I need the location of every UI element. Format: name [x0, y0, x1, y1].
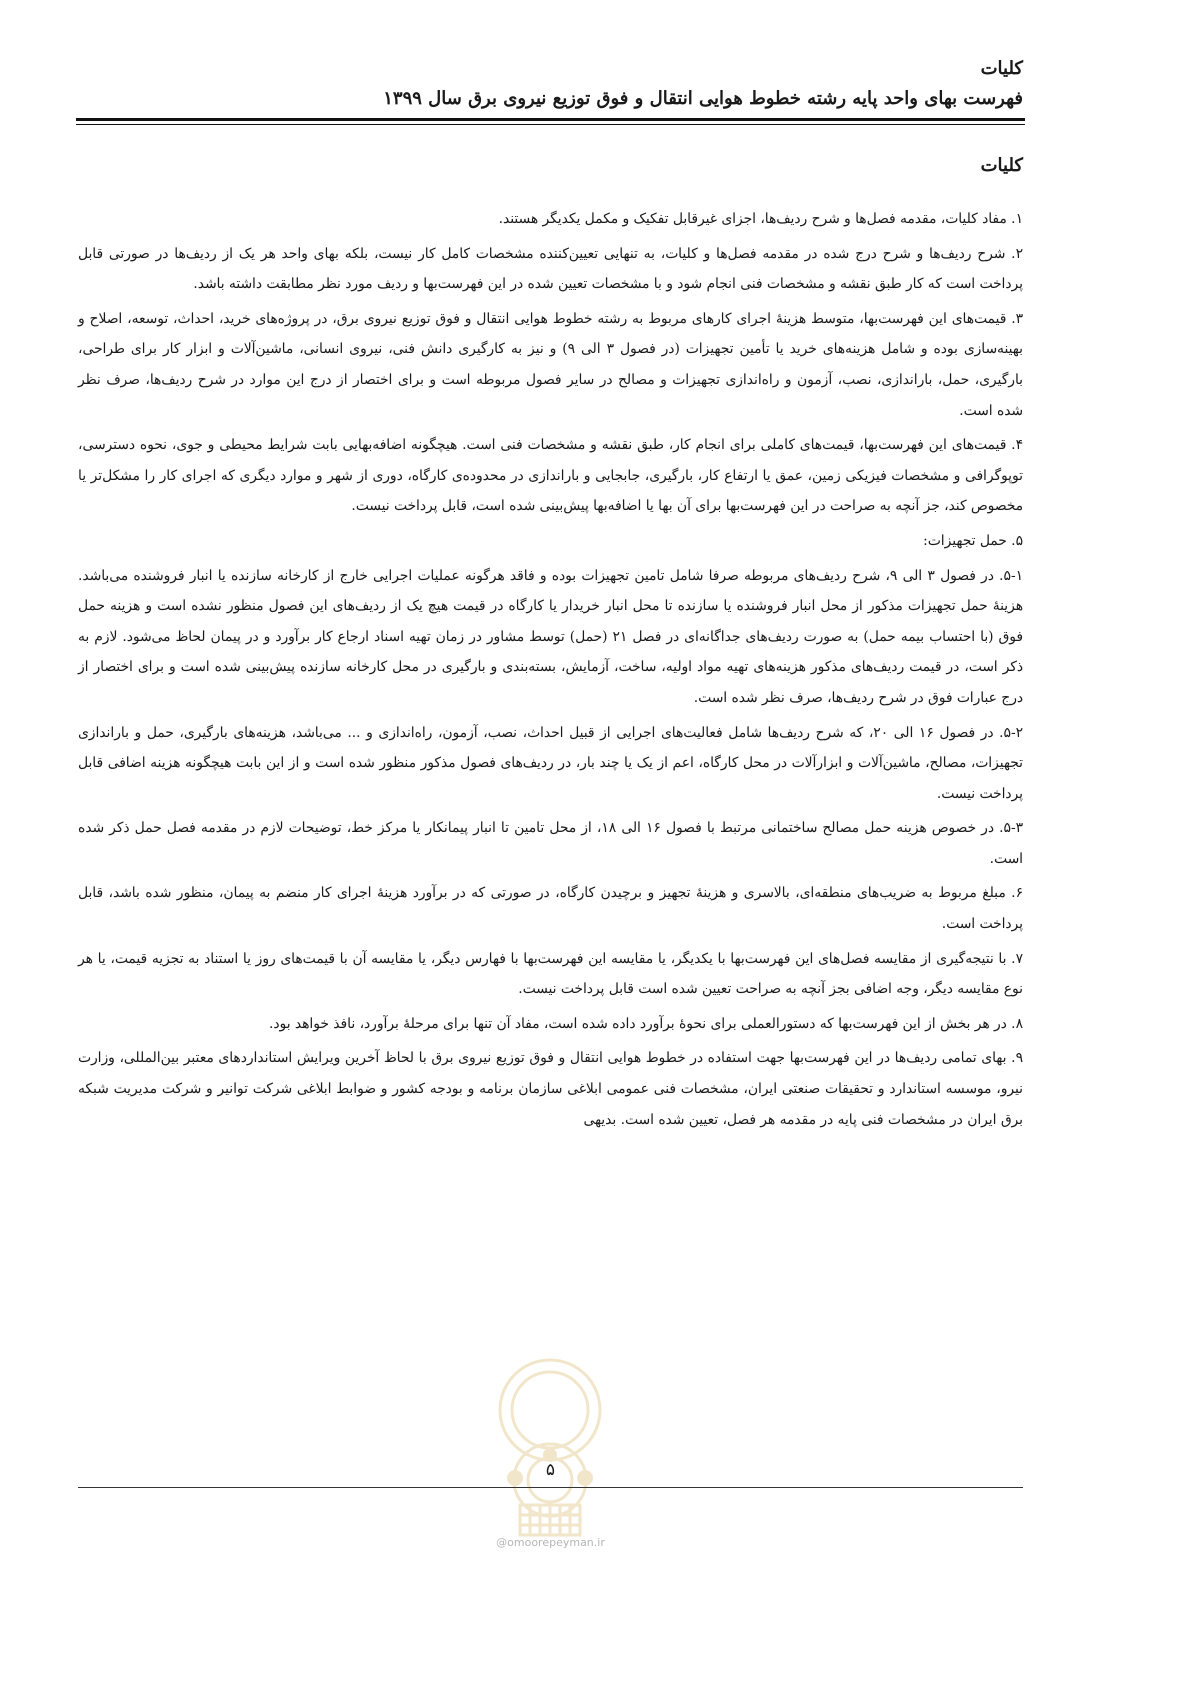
footer-rule: [78, 1487, 1023, 1488]
paragraph-4: ۴. قیمت‌های این فهرست‌بها، قیمت‌های کاملی برای انجام کار، طبق نقشه و مشخصات فنی است. هیچگونه اضافه‌بهایی بابت شرایط محیطی و جوی، نحوه دسترسی، توپوگرافی و مشخصات فیزیکی زمین، عمق یا ارتفاع کار، بارگیری، جابجایی و باراندازی در محدوده‌ی کارگاه، دوری از شهر و موارد دیگری که اجرای کار را مشکل‌تر یا مخصوص کند، جز آنچه به صراحت در این فهرست‌بها برای آن بها یا اضافه‌بها پیش‌بینی شده است، قابل پرداخت نیست.: [78, 437, 1023, 515]
paragraph-5-2: ۵-۲. در فصول ۱۶ الی ۲۰، که شرح ردیف‌ها شامل فعالیت‌های اجرایی از قبیل احداث، نصب، آزمون، راه‌اندازی و ... می‌باشد، هزینه‌های بارگیری، حمل و باراندازی تجهیزات، مصالح، ماشین‌آلات و ابزارآلات در محل کارگاه، اعم از یک یا چند بار، در ردیف‌های فصول مذکور منظور شده است و از این بابت هیچگونه هزینه اضافی قابل پرداخت نیست.: [78, 724, 1024, 802]
header-rule-thick: [76, 118, 1025, 121]
paragraph-5-1: ۵-۱. در فصول ۳ الی ۹، شرح ردیف‌های مربوطه صرفا شامل تامین تجهیزات بوده و فاقد هرگونه عملیات اجرایی خارج از کارخانه سازنده یا انبار فروشنده می‌باشد. هزینهٔ حمل تجهیزات مذکور از محل انبار فروشنده یا سازنده تا محل انبار خریدار یا کارگاه در قیمت هیچ یک از ردیف‌های این فصول منظور نشده است و هزینه حمل فوق (با احتساب بیمه حمل) به صورت ردیف‌های جداگانه‌ای در فصل ۲۱ (حمل) توسط مشاور در زمان تهیه اسناد ارجاع کار برآورد و در پیمان لحاظ می‌شود. لازم به ذکر است، در قیمت ردیف‌های مذکور هزینه‌های تهیه مواد اولیه، ساخت، آزمایش، بسته‌بندی و بارگیری در محل کارخانه سازنده پیش‌بینی شده است و برای اختصار از درج عبارات فوق در شرح ردیف‌ها، صرف نظر شده است.: [78, 567, 1024, 706]
seal-watermark-icon: [470, 1350, 630, 1540]
paragraph-8: ۸. در هر بخش از این فهرست‌بها که دستورالعملی برای نحوهٔ برآورد داده شده است، مفاد آن تنها برای مرحلهٔ برآورد، نافذ خواهد بود.: [269, 1015, 1023, 1032]
paragraph-9: ۹. بهای تمامی ردیف‌ها در این فهرست‌بها جهت استفاده در خطوط هوایی انتقال و فوق توزیع نیروی برق با لحاظ آخرین ویرایش استانداردهای معتبر بین‌المللی، وزارت نیرو، موسسه استاندارد و تحقیقات صنعتی ایران، مشخصات فنی عمومی ابلاغی سازمان برنامه و بودجه کشور و ضوابط ابلاغی شرکت توانیر و شرکت مدیریت شبکه برق ایران در مشخصات فنی پایه در مقدمه هر فصل، تعیین شده است. بدیهی: [78, 1050, 1023, 1128]
header-title: کلیات: [980, 58, 1023, 79]
paragraph-1: ۱. مفاد کلیات، مقدمه فصل‌ها و شرح ردیف‌ها، اجزای غیرقابل تفکیک و مکمل یکدیگر هستند.: [498, 211, 1023, 227]
paragraph-3: ۳. قیمت‌های این فهرست‌بها، متوسط هزینهٔ اجرای کارهای مربوط به رشته خطوط هوایی انتقال و فوق توزیع نیروی برق، در پروژه‌های خرید، احداث، توسعه، اصلاح و بهینه‌سازی بوده و شامل هزینه‌های خرید یا تأمین تجهیزات (در فصول ۳ الی ۹) و نیز به کارگیری دانش فنی، نیروی انسانی، ماشین‌آلات و ابزار کار برای طراحی، بارگیری، حمل، باراندازی، نصب، آزمون و راه‌اندازی تجهیزات و مصالح در سایر فصول مربوطه است و برای اختصار از درج این موارد در شرح ردیف‌ها، صرف نظر شده است.: [78, 310, 1023, 419]
paragraph-5-3: ۵-۳. در خصوص هزینه حمل مصالح ساختمانی مرتبط با فصول ۱۶ الی ۱۸، از محل تامین تا انبار پیمانکار یا مرکز خط، توضیحات لازم در مقدمه فصل حمل ذکر شده است.: [78, 820, 1024, 867]
body-text: [78, 204, 1023, 1139]
paragraph-5: ۵. حمل تجهیزات:: [923, 532, 1023, 549]
header-rule-thin: [76, 124, 1025, 125]
section-heading: کلیات: [980, 155, 1023, 176]
paragraph-2: ۲. شرح ردیف‌ها و شرح درج شده در مقدمه فصل‌ها و کلیات، به تنهایی تعیین‌کننده مشخصات کامل کار نیست، بلکه بهای واحد هر یک از ردیف‌ها در صورتی قابل پرداخت است که کار طبق نقشه و مشخصات فنی انجام شود و با مشخصات تعیین شده در این فهرست‌بها و ردیف مورد نظر مطابقت داشته باشد.: [78, 245, 1023, 293]
paragraph-6: ۶. مبلغ مربوط به ضریب‌های منطقه‌ای، بالاسری و هزینهٔ تجهیز و برچیدن کارگاه، در صورتی که در برآورد هزینهٔ اجرای کار منضم به پیمان، منظور شده باشد، قابل پرداخت است.: [78, 885, 1023, 933]
paragraph-7: ۷. با نتیجه‌گیری از مقایسه فصل‌های این فهرست‌بها با یکدیگر، یا مقایسه این فهرست‌بها با فهارس دیگر، یا مقایسه آن با قیمت‌های روز یا استناد به تجزیه قیمت، یا هر نوع مقایسه دیگر، وجه اضافی بجز آنچه به صراحت تعیین شده است قابل پرداخت نیست.: [78, 950, 1023, 998]
page-number: ۵: [545, 1460, 556, 1480]
site-watermark-text: @omoorepeyman.ir: [496, 1536, 605, 1549]
header-subtitle: فهرست بهای واحد پایه رشته خطوط هوایی انتقال و فوق توزیع نیروی برق سال ۱۳۹۹: [383, 88, 1023, 109]
